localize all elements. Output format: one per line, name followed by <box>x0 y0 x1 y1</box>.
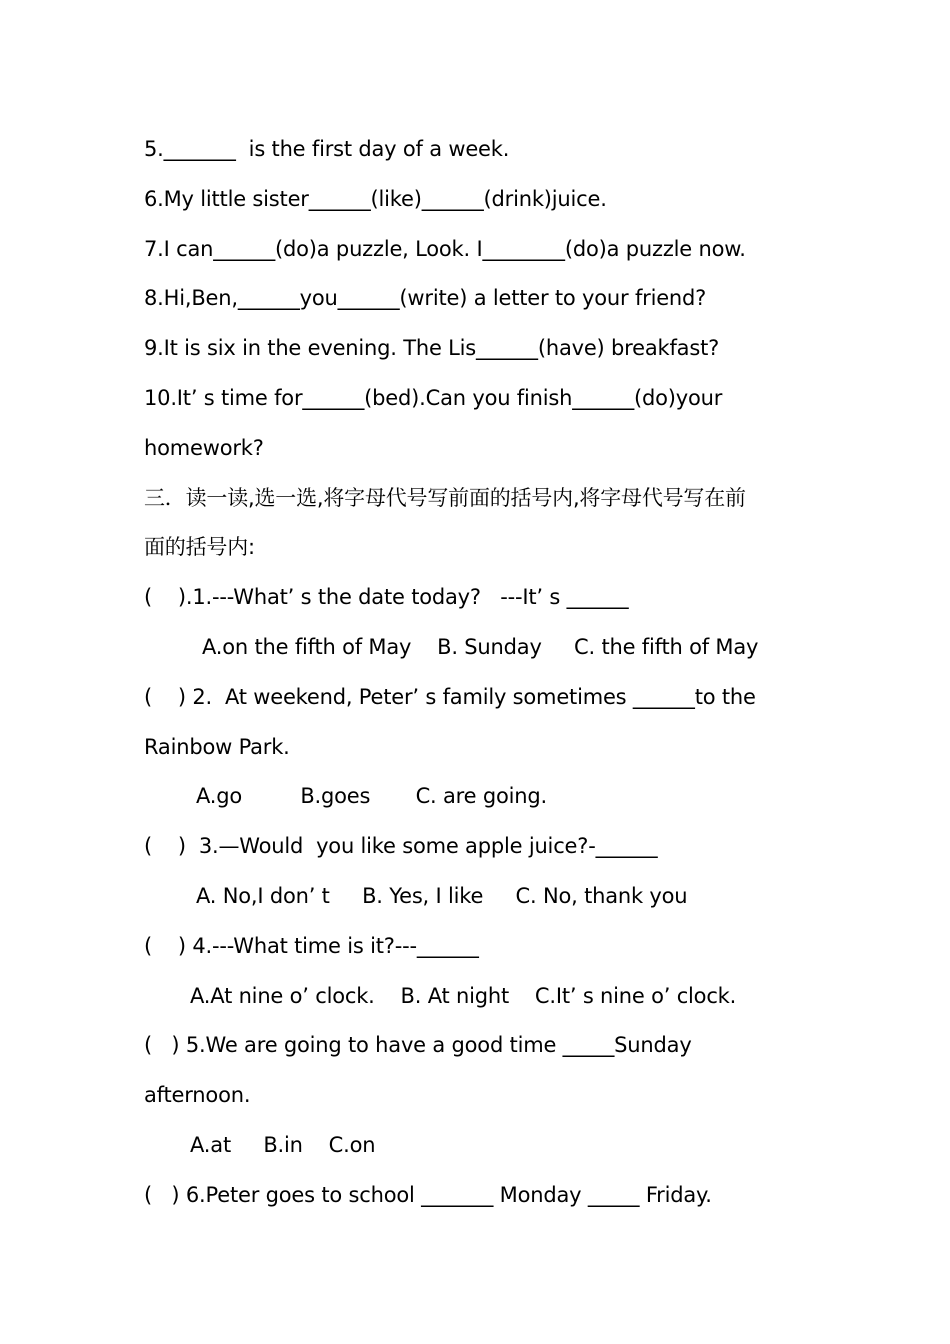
question-6: ( ) 6.Peter goes to school _______ Monday _____ Friday. <box>144 1182 712 1207</box>
question-2-options: A.go B.goes C. are going. <box>196 784 547 809</box>
exercise-line-6: 6.My little sister______(like)______(drink)juice. <box>144 186 607 211</box>
exercise-line-7: 7.I can______(do)a puzzle, Look. I________(do)a puzzle now. <box>144 236 746 261</box>
question-4-options: A.At nine o’ clock. B. At night C.It’ s nine o’ clock. <box>190 983 737 1008</box>
exercise-line-10: 10.It’ s time for______(bed).Can you finish______(do)your <box>144 385 723 410</box>
question-3: ( ) 3.—Would you like some apple juice?-______ <box>144 834 658 859</box>
question-5-cont: afternoon. <box>144 1083 251 1108</box>
exercise-line-5: 5._______ is the first day of a week. <box>144 137 510 161</box>
question-1: ( ).1.---What’ s the date today? ---It’ s ______ <box>144 585 629 610</box>
exercise-line-9: 9.It is six in the evening. The Lis______(have) breakfast? <box>144 336 720 361</box>
question-5-options: A.at B.in C.on <box>190 1132 376 1157</box>
question-2-cont: Rainbow Park. <box>144 734 290 759</box>
exercise-line-10-cont: homework? <box>144 435 264 460</box>
section-3-heading-cont: 面的括号内: <box>144 535 255 560</box>
question-3-options: A. No,I don’ t B. Yes, I like C. No, thank you <box>196 883 688 908</box>
section-3-heading: 三．读一读,选一选,将字母代号写前面的括号内,将字母代号写在前 <box>144 485 746 510</box>
question-1-options: A.on the fifth of May B. Sunday C. the fifth of May <box>202 634 759 659</box>
question-5: ( ) 5.We are going to have a good time _____Sunday <box>144 1033 692 1058</box>
worksheet-page <box>144 125 804 1221</box>
exercise-line-8: 8.Hi,Ben,______you______(write) a letter to your friend? <box>144 286 707 311</box>
question-2: ( ) 2. At weekend, Peter’ s family sometimes ______to the <box>144 684 756 709</box>
question-4: ( ) 4.---What time is it?---______ <box>144 933 479 958</box>
